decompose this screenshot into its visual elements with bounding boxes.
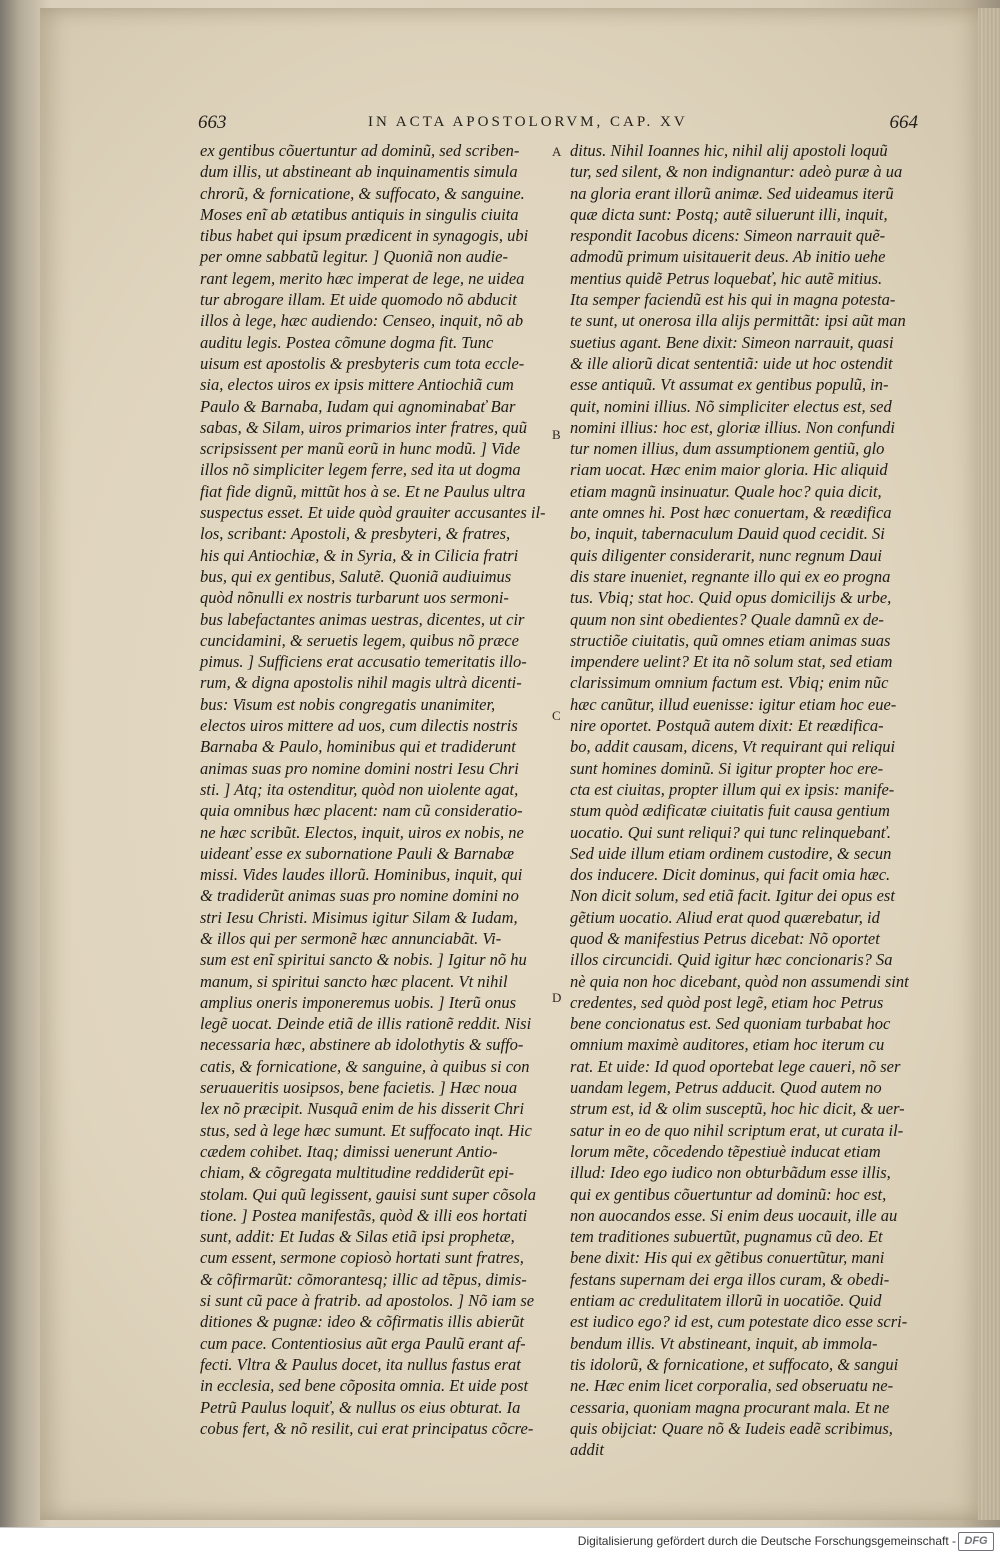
text-line: rat. Et uide: Id quod oportebat lege caueri, nõ ser: [570, 1056, 901, 1076]
text-line: bo, inquit, tabernaculum Dauid quod cecidit. Si: [570, 524, 885, 544]
text-line: ex gentibus cõuertuntur ad dominũ, sed scriben-: [200, 141, 520, 160]
text-line: ne. Hæc enim licet corporalia, sed obseruatu ne-: [570, 1376, 894, 1396]
text-line: fiat fide dignũ, mittũt hos à se. Et ne Paulus ultra: [200, 481, 526, 501]
text-line: tibus habet qui ipsum prædicent in synagogis, ubi: [200, 226, 529, 246]
text-line: cessaria, quoniam magna procurant mala. Et ne: [570, 1397, 890, 1417]
text-line: hæc canũtur, illud euenisse: igitur etiam hoc eue-: [570, 694, 897, 714]
text-line: te sunt, ut onerosa illa alijs permittãt: ipsi aũt man: [570, 311, 906, 331]
text-line: los, scribant: Apostoli, & presbyteri, & fratres,: [200, 524, 511, 544]
text-line: in ecclesia, sed bene cõposita omnia. Et uide post: [200, 1376, 529, 1396]
text-line: electos uiros mittere ad uos, cum dilectis nostris: [200, 716, 518, 736]
text-line: chrorũ, & fornicatione, & suffocato, & sanguine.: [200, 183, 525, 203]
text-line: etiam magnũ insinuatur. Quale hoc? quia dicit,: [570, 481, 882, 501]
text-line: illos à lege, hæc audiendo: Censeo, inquit, nõ ab: [200, 311, 524, 331]
text-line: cum essent, sermone copiosò hortati sunt fratres,: [200, 1248, 524, 1268]
text-line: addit: [570, 1440, 604, 1460]
text-line: sunt homines dominũ. Si igitur propter hoc ere-: [570, 758, 884, 778]
text-line: seruaueritis uosipsos, bene facietis. ] Hæc noua: [200, 1078, 518, 1098]
section-marker-b: B: [552, 427, 561, 442]
text-line: illud: Ideo ego iudico non obturbãdum esse illis,: [570, 1163, 891, 1183]
text-line: tis idolorũ, & fornicatione, et suffocato, & sangui: [570, 1354, 899, 1374]
text-line: chiam, & cõgregata multitudine reddiderũt epi-: [200, 1163, 515, 1183]
text-line: Paulo & Barnaba, Iudam qui agnominabať Bar: [200, 396, 516, 416]
text-line: qui ex gentibus cõuertuntur ad dominũ: hoc est,: [570, 1184, 887, 1204]
text-line: amplius oneris imponeremus uobis. ] Iterũ onus: [200, 992, 517, 1012]
text-line: missi. Vides laudes illorũ. Hominibus, inquit, qui: [200, 865, 523, 885]
text-line: bendum illis. Vt abstineant, inquit, ab immola-: [570, 1333, 878, 1353]
text-line: sti. ] Atq; ita ostenditur, quòd non uiolente agat,: [200, 779, 519, 799]
text-line: quum non sint obedientes? Quale damnũ ex de-: [570, 609, 884, 629]
text-line: illos circuncidi. Quid igitur hæc concionaris? Sa: [570, 950, 893, 970]
dfg-logo: DFG: [958, 1532, 994, 1551]
text-line: bus, qui ex gentibus, Salutẽ. Quoniã audiuimus: [200, 566, 512, 586]
text-line: tur nomen illius, dum assumptionem gentiũ, glo: [570, 439, 885, 459]
text-line: ditiones & pugnæ: ideo & cõfirmatis illis abierũt: [200, 1312, 525, 1332]
text-line: quit, nomini illius. Nõ simpliciter electus est, sed: [570, 396, 892, 416]
text-line: & illos qui per sermonẽ hæc annunciabãt. Vi-: [200, 928, 502, 948]
text-line: impendere uelint? Et ita nõ solum stat, sed etiam: [570, 652, 893, 672]
running-title: IN ACTA APOSTOLORVM, CAP. XV: [368, 114, 688, 130]
text-line: uocatio. Qui sunt reliqui? qui tunc relinquebanť.: [570, 822, 892, 842]
text-line: necessaria hæc, abstinere ab idolothytis & suffo-: [200, 1035, 524, 1055]
text-line: uideanť esse ex subornatione Pauli & Barnabæ: [200, 843, 514, 863]
text-line: quæ dicta sunt: Postq; autẽ siluerunt illi, inquit,: [570, 204, 888, 224]
text-line: fecti. Vltra & Paulus docet, ita nullus fastus erat: [200, 1354, 521, 1374]
text-line: tur, sed silent, & non indignantur: adeò puræ à ua: [570, 162, 903, 182]
text-line: uandam legem, Petrus adducit. Quod autem no: [570, 1078, 882, 1098]
text-line: sunt, addit: Et Iudas & Silas etiã ipsi prophetæ,: [200, 1227, 515, 1247]
text-line: manum, si spiritui sancto hæc placent. Vt nihil: [200, 971, 508, 991]
section-marker-c: C: [552, 708, 561, 723]
text-line: respondit Iacobus dicens: Simeon narrauit quẽ-: [570, 226, 886, 246]
text-line: cobus fert, & nõ resilit, cui erat principatus cõcre-: [200, 1418, 534, 1438]
text-line: per omne sabbatũ legitur. ] Quoniã non audie-: [200, 247, 508, 267]
text-line: quod & manifestius Petrus dicebat: Nõ oportet: [570, 928, 880, 948]
text-line: rant legem, merito hæc imperat de lege, ne uidea: [200, 268, 525, 288]
text-line: strum est, id & olim susceptũ, hoc hic dicit, & uer-: [570, 1099, 905, 1119]
text-line: cta est ciuitas, propter illum qui ex ipsis: manife-: [570, 779, 895, 799]
text-line: si sunt cũ pace à fratrib. ad apostolos. ] Nõ iam se: [200, 1291, 535, 1311]
text-line: bene concionatus est. Sed quoniam turbabat hoc: [570, 1014, 891, 1034]
text-line: quis obijciat: Quare nõ & Iudeis eadẽ scribimus,: [570, 1418, 893, 1438]
text-line: suspectus esset. Et uide quòd grauiter accusantes il-: [200, 503, 546, 523]
left-text-column: [200, 140, 545, 1439]
text-line: sum est enĩ spiritui sancto & nobis. ] Igitur nõ hu: [200, 950, 527, 970]
text-line: esse antiquũ. Vt assumat ex gentibus populũ, in-: [570, 375, 889, 395]
text-line: rum, & digna apostolis nihil magis ultrà dicenti-: [200, 673, 522, 693]
text-line: satur in eo de quo nihil scriptum erat, ut curata il-: [570, 1120, 904, 1140]
page-number-right: 664: [889, 112, 918, 133]
text-line: riam uocat. Hæc enim maior gloria. Hic aliquid: [570, 460, 888, 480]
text-line: na gloria erant illorũ animæ. Sed uideamus iterũ: [570, 183, 894, 203]
text-line: dum illis, ut abstineant ab inquinamentis simula: [200, 162, 518, 182]
text-line: Barnaba & Paulo, hominibus qui et tradiderunt: [200, 737, 516, 757]
text-line: bus labefactantes animas uestras, dicentes, ut cir: [200, 609, 525, 629]
text-line: & tradiderũt animas suas pro nomine domini no: [200, 886, 519, 906]
text-line: Moses enĩ ab ætatibus antiquis in singulis ciuita: [200, 204, 519, 224]
text-line: auditu legis. Postea cõmune dogma fit. Tunc: [200, 332, 494, 352]
text-line: lex nõ præcipit. Nusquã enim de his disserit Chri: [200, 1099, 525, 1119]
text-line: nomini illius: hoc est, gloriæ illius. Non confundi: [570, 417, 895, 437]
section-marker-a: A: [552, 144, 562, 159]
text-line: sabas, & Silam, uiros primarios inter fratres, quũ: [200, 417, 527, 437]
text-line: credentes, sed quòd post legẽ, etiam hoc Petrus: [570, 992, 884, 1012]
text-line: ne hæc scribũt. Electos, inquit, uiros ex nobis, ne: [200, 822, 524, 842]
text-line: bene dixit: His qui ex gẽtibus conuertũtur, mani: [570, 1248, 885, 1268]
text-line: stum quòd ædificatæ ciuitatis fuit causa gentium: [570, 801, 890, 821]
footer-bar: [0, 1527, 1000, 1554]
text-line: legẽ uocat. Deinde etiã de illis rationẽ reddit. Nisi: [200, 1014, 532, 1034]
text-line: tur abrogare illam. Et uide quomodo nõ abducit: [200, 290, 517, 310]
text-line: est iudico ego? id est, cum potestate dico esse scri-: [570, 1312, 908, 1332]
text-line: cum pace. Contentiosius aũt erga Paulũ erant af-: [200, 1333, 526, 1353]
text-line: Petrũ Paulus loquiť, & nullus os eius obturat. Ia: [200, 1397, 521, 1417]
text-line: nire oportet. Postquã autem dixit: Et reædifica-: [570, 716, 884, 736]
text-line: pimus. ] Sufficiens erat accusatio temeritatis illo-: [200, 652, 527, 672]
text-line: Ita semper faciendũ est his qui in magna potesta-: [570, 290, 896, 310]
text-line: uisum est apostolis & presbyteris cum tota eccle-: [200, 353, 525, 373]
text-line: cuncidamini, & seruetis legem, quibus nõ præce: [200, 630, 519, 650]
text-line: tus. Vbiq; stat hoc. Quid opus domicilijs & urbe,: [570, 588, 892, 608]
text-line: gẽtium uocatio. Aliud erat quod quærebatur, id: [570, 907, 880, 927]
text-line: omnium maximè auditores, etiam hoc iterum cu: [570, 1035, 885, 1055]
text-line: tione. ] Postea manifestãs, quòd & illi eos hortati: [200, 1205, 528, 1225]
text-line: quis diligenter considerarit, nunc regnum Daui: [570, 545, 882, 565]
text-line: bus: Visum est nobis congregatis unanimiter,: [200, 694, 496, 714]
text-line: festans supernam dei erga illos curam, & obedi-: [570, 1269, 890, 1289]
text-line: stolam. Qui quũ legissent, gauisi sunt super cõsola: [200, 1184, 536, 1204]
text-line: nè quia non hoc dicebant, quòd non assumendi sint: [570, 971, 909, 991]
text-line: Non dicit solum, sed etiã facit. Igitur dei opus est: [570, 886, 895, 906]
text-line: quòd nõnulli ex nostris turbarunt uos sermoni-: [200, 588, 509, 608]
text-line: lorum mẽte, cõcedendo tẽpestiuè inducat etiam: [570, 1141, 881, 1161]
text-line: sia, electos uiros ex ipsis mittere Antiochiã cum: [200, 375, 514, 395]
text-line: suetius agant. Bene dixit: Simeon narrauit, quasi: [570, 332, 894, 352]
text-line: stri Iesu Christi. Misimus igitur Silam & Iudam,: [200, 907, 518, 927]
text-line: bo, addit causam, dicens, Vt requirant qui reliqui: [570, 737, 896, 757]
text-line: ditus. Nihil Ioannes hic, nihil alij apostoli loquũ: [570, 141, 888, 160]
right-text-column: [570, 140, 930, 1460]
text-line: scripsissent per manũ eorũ in hunc modũ. ] Vide: [200, 439, 521, 459]
page-number-left: 663: [198, 112, 227, 133]
text-line: Sed uide illum etiam ordinem custodire, & secun: [570, 843, 892, 863]
text-line: admodũ primum uisitauerit deus. Ab initio uehe: [570, 247, 886, 267]
text-line: cædem cohibet. Itaq; dimissi uenerunt Antio-: [200, 1141, 498, 1161]
text-line: illos nõ simpliciter legem ferre, sed ita ut dogma: [200, 460, 521, 480]
text-line: tem traditiones subuertũt, pugnamus cũ deo. Et: [570, 1227, 883, 1247]
text-line: dos inducere. Dicit dominus, qui facit omia hæc.: [570, 865, 891, 885]
text-line: dis stare inueniet, regnante illo qui ex eo progna: [570, 566, 891, 586]
text-line: & ille aliorũ dicat sententiã: uide ut hoc ostendit: [570, 353, 893, 373]
text-line: catis, & fornicatione, & sanguine, à quibus si con: [200, 1056, 530, 1076]
section-marker-d: D: [552, 990, 562, 1005]
text-line: stus, sed à lege hæc sumunt. Et suffocato inqt. Hic: [200, 1120, 532, 1140]
text-line: entiam ac credulitatem illorũ in uocatiõe. Quid: [570, 1291, 882, 1311]
text-line: his qui Antiochiæ, & in Syria, & in Cilicia fratri: [200, 545, 519, 565]
funding-notice: Digitalisierung gefördert durch die Deutsche Forschungsgemeinschaft -: [577, 1534, 956, 1548]
text-line: animas suas pro nomine domini nostri Iesu Chri: [200, 758, 519, 778]
page-edge: [978, 8, 1000, 1520]
text-line: & cõfirmarũt: cõmorantesq; illic ad tẽpus, dimis-: [200, 1269, 527, 1289]
text-line: non auocandos esse. Si enim deus uocauit, ille au: [570, 1205, 898, 1225]
text-line: mentius quidẽ Petrus loquebať, hic autẽ mitius.: [570, 268, 883, 288]
text-line: structiõe ciuitatis, quũ omnes etiam animas suas: [570, 630, 891, 650]
text-line: ante omnes hi. Post hæc conuertam, & reædifica: [570, 503, 892, 523]
running-head: [198, 112, 918, 136]
text-line: clarissimum omnium factum est. Vbiq; enim nũc: [570, 673, 889, 693]
text-line: quia omnibus hæc placent: nam cũ consideratio-: [200, 801, 523, 821]
